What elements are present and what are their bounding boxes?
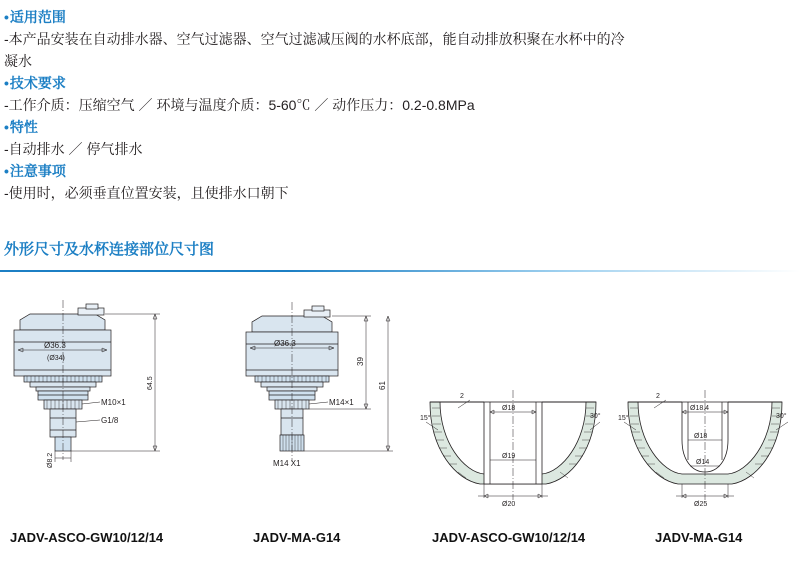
dim-ma-diameter: Ø36.3 — [274, 339, 296, 348]
bullet-icon: • — [4, 119, 9, 135]
spec-heading-text: 适用范围 — [9, 9, 66, 25]
spec-line-scope-2: 凝水 — [4, 53, 32, 69]
specification-block — [4, 6, 796, 204]
dim-bowl-asco-d19: Ø19 — [502, 453, 516, 460]
divider-bar — [0, 270, 800, 272]
spec-heading-text: 技术要求 — [9, 75, 66, 91]
dimension-drawings — [0, 290, 800, 564]
dim-ma-height: 61 — [378, 381, 387, 390]
spec-heading-text: 特性 — [9, 119, 38, 135]
dim-asco-thread-g18: G1/8 — [101, 416, 119, 425]
spec-line-technical-1: -工作介质：压缩空气 ／ 环境与温度介质：5-60℃ ／ 动作压力：0.2-0.8MPa — [4, 97, 475, 113]
dim-bowl-ma-chamfer: 2 — [656, 393, 660, 400]
bullet-icon: • — [4, 163, 9, 179]
dim-ma-inner-height: 39 — [356, 357, 365, 366]
spec-heading-technical — [4, 72, 796, 94]
dim-bowl-ma-angle-30: 30° — [776, 413, 787, 420]
dim-ma-thread-m14-bottom: M14 X1 — [273, 459, 301, 468]
caption-ma-bowl: JADV-MA-G14 — [655, 530, 743, 545]
drawing-ma-side-view — [230, 290, 430, 530]
dim-bowl-ma-d18: Ø18 — [694, 433, 708, 440]
dim-ma-thread-m14: M14×1 — [329, 398, 354, 407]
dim-asco-thread-m10: M10×1 — [101, 398, 126, 407]
dim-asco-height: 64.5 — [147, 376, 154, 390]
dim-bowl-asco-chamfer: 2 — [460, 393, 464, 400]
dim-bowl-asco-d20: Ø20 — [502, 501, 516, 508]
drawing-ma-bowl-section — [610, 290, 800, 530]
spec-heading-text: 注意事项 — [9, 163, 66, 179]
spec-heading-features — [4, 116, 796, 138]
bullet-icon: • — [4, 75, 9, 91]
dim-bowl-ma-angle-15: 15° — [618, 415, 629, 422]
spec-heading-scope — [4, 6, 796, 28]
drawing-captions — [0, 530, 800, 554]
caption-ma-side: JADV-MA-G14 — [253, 530, 341, 545]
drawing-asco-bowl-section — [418, 290, 608, 530]
section-title: 外形尺寸及水杯连接部位尺寸图 — [4, 241, 215, 258]
dim-bowl-asco-angle-15: 15° — [420, 415, 431, 422]
spec-line-cautions-1: -使用时，必须垂直位置安装，且使排水口朝下 — [4, 185, 289, 201]
bullet-icon: • — [4, 9, 9, 25]
section-divider — [0, 270, 800, 273]
spec-heading-cautions — [4, 160, 796, 182]
dim-bowl-ma-d14: Ø14 — [696, 459, 710, 466]
dim-asco-outlet: Ø8.2 — [47, 452, 54, 468]
dim-bowl-ma-d25: Ø25 — [694, 501, 708, 508]
drawing-asco-side-view — [0, 290, 230, 530]
dim-bowl-asco-angle-30: 30° — [590, 413, 601, 420]
caption-asco-bowl: JADV-ASCO-GW10/12/14 — [432, 530, 586, 545]
spec-line-scope-1: -本产品安装在自动排水器、空气过滤器、空气过滤减压阀的水杯底部，能自动排放积聚在水杯中的冷 — [4, 31, 625, 47]
spec-line-features-1: -自动排水 ／ 停气排水 — [4, 141, 143, 157]
dim-asco-diameter-alt: (Ø34) — [47, 355, 65, 362]
dim-bowl-asco-d18: Ø18 — [502, 405, 516, 412]
dim-asco-diameter: Ø36.3 — [44, 341, 66, 350]
caption-asco-side: JADV-ASCO-GW10/12/14 — [10, 530, 164, 545]
dim-bowl-ma-d184: Ø18.4 — [690, 405, 710, 412]
